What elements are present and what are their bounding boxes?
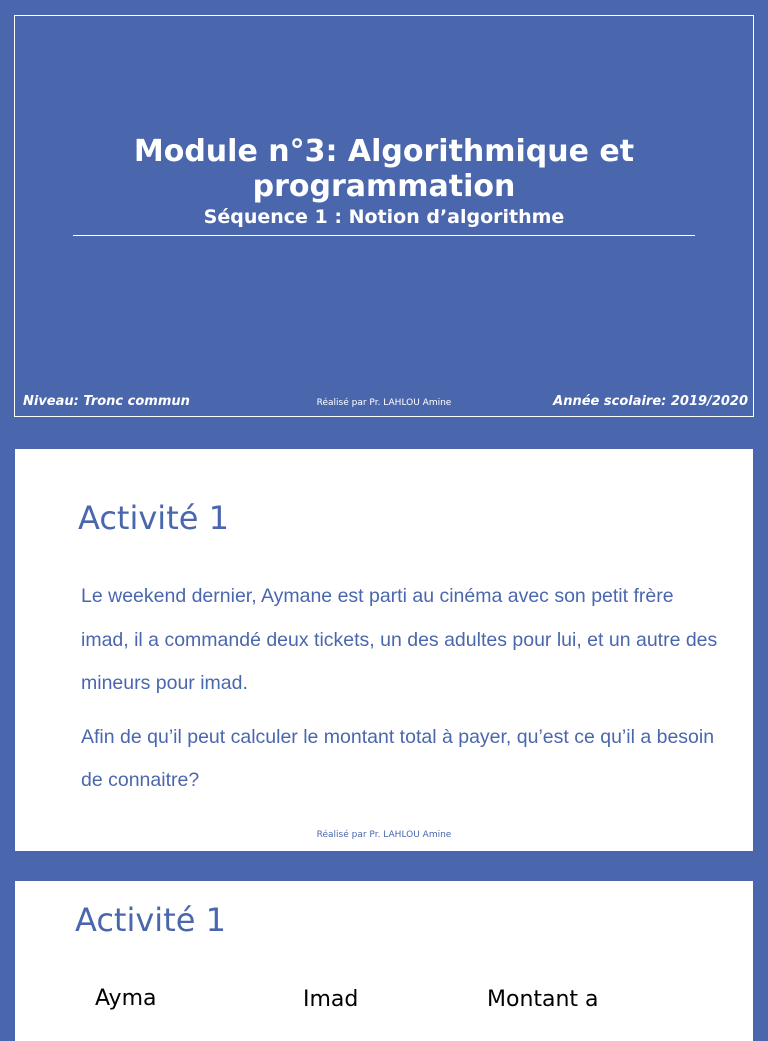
title-divider: [73, 235, 695, 236]
activity-paragraph: Le weekend dernier, Aymane est parti au cinéma avec son petit frère imad, il a commandé deux tickets, un des adultes pour lui, et un autre des mineurs pour imad.: [81, 585, 718, 694]
column-header-aymane: Ayma: [95, 986, 157, 1011]
activity-body: [81, 575, 721, 813]
activity-question: Afin de qu’il peut calculer le montant total à payer, qu’est ce qu’il a besoin de connaitre?: [81, 725, 715, 791]
activity-title: Activité 1: [78, 499, 229, 537]
footer-author: Réalisé par Pr. LAHLOU Amine: [316, 398, 452, 408]
activity-title: Activité 1: [75, 901, 226, 939]
activity-slide-2: [15, 881, 753, 1041]
column-header-montant: Montant a: [487, 987, 599, 1012]
title-slide: [14, 15, 754, 417]
footer-school-year: Année scolaire: 2019/2020: [553, 394, 748, 409]
slide-subtitle: Séquence 1 : Notion d’algorithme: [203, 206, 565, 228]
slide-title: Module n°3: Algorithmique et programmation: [133, 134, 635, 204]
activity-slide: [15, 449, 753, 851]
column-header-imad: Imad: [303, 987, 359, 1012]
footer-level: Niveau: Tronc commun: [23, 394, 190, 409]
footer-author: Réalisé par Pr. LAHLOU Amine: [316, 830, 452, 840]
